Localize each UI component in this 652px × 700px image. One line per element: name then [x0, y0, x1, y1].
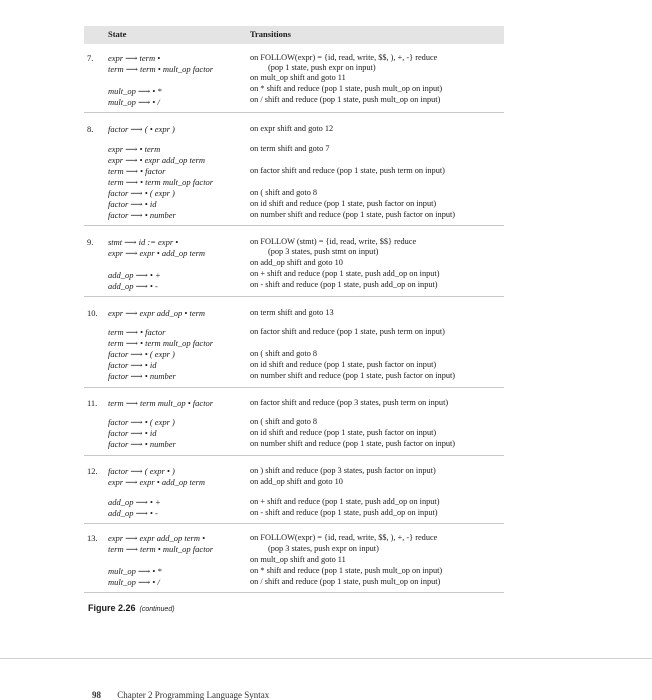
item-line: factor ⟶ • ( expr ) [108, 349, 175, 359]
transition-line: on factor shift and reduce (pop 1 state, push term on input) [250, 327, 445, 336]
table-header-bar [84, 26, 504, 44]
transition-line: on number shift and reduce (pop 1 state, push factor on input) [250, 371, 456, 380]
transition-line: on FOLLOW(expr) = {id, read, write, $$, ), +, -} reduce [250, 533, 438, 542]
transition-line: on factor shift and reduce (pop 3 states, push term on input) [250, 398, 449, 407]
table-bottom-rule [84, 592, 504, 593]
state-number: 7. [87, 53, 94, 63]
figure-label: Figure 2.26 [88, 603, 136, 613]
transition-line: on mult_op shift and goto 11 [250, 555, 346, 564]
transition-line: on term shift and goto 13 [250, 308, 334, 317]
item-line: factor ⟶ • number [108, 210, 176, 220]
transition-line: on * shift and reduce (pop 1 state, push mult_op on input) [250, 84, 443, 93]
row-divider [84, 455, 504, 456]
transition-line: on add_op shift and goto 10 [250, 477, 343, 486]
transition-line: on factor shift and reduce (pop 1 state, push term on input) [250, 166, 445, 175]
state-number: 12. [87, 466, 98, 476]
transition-line: on mult_op shift and goto 11 [250, 73, 346, 82]
item-line: expr ⟶ expr add_op • term [108, 308, 206, 318]
transition-line: (pop 1 state, push expr on input) [268, 63, 376, 72]
transition-line: on expr shift and goto 12 [250, 124, 334, 133]
item-line: add_op ⟶ • - [108, 281, 158, 291]
item-line: mult_op ⟶ • / [108, 97, 160, 107]
figure-continued: (continued) [139, 606, 175, 613]
item-line: mult_op ⟶ • * [108, 566, 162, 576]
transition-line: on * shift and reduce (pop 1 state, push mult_op on input) [250, 566, 443, 575]
transition-line: on / shift and reduce (pop 1 state, push mult_op on input) [250, 95, 441, 104]
page-number: 98 [92, 690, 101, 700]
item-line: expr ⟶ expr add_op term • [108, 533, 206, 543]
transition-line: on ( shift and goto 8 [250, 417, 318, 426]
transition-line: on ( shift and goto 8 [250, 349, 318, 358]
transition-line: on id shift and reduce (pop 1 state, push factor on input) [250, 360, 437, 369]
item-line: expr ⟶ term • [108, 53, 161, 63]
transition-line: on FOLLOW (stmt) = {id, read, write, $$} reduce [250, 237, 417, 246]
figure-caption [88, 603, 175, 613]
item-line: factor ⟶ • number [108, 371, 176, 381]
state-number: 10. [87, 308, 98, 318]
item-line: term ⟶ term • mult_op factor [108, 64, 214, 74]
state-number: 9. [87, 237, 94, 247]
item-line: term ⟶ • term mult_op factor [108, 177, 214, 187]
transition-line: on ) shift and reduce (pop 3 states, push factor on input) [250, 466, 436, 475]
item-line: factor ⟶ ( expr • ) [108, 466, 175, 476]
transition-line: on ( shift and goto 8 [250, 188, 318, 197]
item-line: factor ⟶ • ( expr ) [108, 417, 175, 427]
state-number: 8. [87, 124, 94, 134]
row-divider [84, 112, 504, 113]
item-line: term ⟶ • factor [108, 166, 166, 176]
item-line: factor ⟶ • number [108, 439, 176, 449]
row-divider [84, 225, 504, 226]
header-transitions: Transitions [250, 29, 291, 39]
item-line: factor ⟶ • ( expr ) [108, 188, 175, 198]
transition-line: (pop 3 states, push stmt on input) [268, 247, 379, 256]
page-footer [92, 690, 269, 700]
item-line: term ⟶ term • mult_op factor [108, 544, 214, 554]
page-divider [0, 658, 652, 659]
item-line: term ⟶ • term mult_op factor [108, 338, 214, 348]
transition-line: on FOLLOW(expr) = {id, read, write, $$, ), +, -} reduce [250, 53, 438, 62]
row-divider [84, 387, 504, 388]
item-line: expr ⟶ expr • add_op term [108, 248, 206, 258]
item-line: expr ⟶ • term [108, 144, 161, 154]
transition-line: on term shift and goto 7 [250, 144, 330, 153]
transition-line: on - shift and reduce (pop 1 state, push add_op on input) [250, 280, 438, 289]
item-line: factor ⟶ • id [108, 360, 157, 370]
row-divider [84, 523, 504, 524]
transition-line: on number shift and reduce (pop 1 state, push factor on input) [250, 210, 456, 219]
item-line: factor ⟶ • id [108, 428, 157, 438]
transition-line: on id shift and reduce (pop 1 state, push factor on input) [250, 199, 437, 208]
row-divider [84, 296, 504, 297]
state-number: 13. [87, 533, 98, 543]
transition-line: on / shift and reduce (pop 1 state, push mult_op on input) [250, 577, 441, 586]
transition-line: on - shift and reduce (pop 1 state, push add_op on input) [250, 508, 438, 517]
item-line: term ⟶ • factor [108, 327, 166, 337]
item-line: add_op ⟶ • + [108, 270, 161, 280]
item-line: add_op ⟶ • - [108, 508, 158, 518]
item-line: term ⟶ term mult_op • factor [108, 398, 214, 408]
item-line: add_op ⟶ • + [108, 497, 161, 507]
transition-line: on add_op shift and goto 10 [250, 258, 343, 267]
chapter-title: Chapter 2 Programming Language Syntax [117, 690, 270, 700]
item-line: stmt ⟶ id := expr • [108, 237, 179, 247]
header-state: State [108, 29, 127, 39]
transition-line: on id shift and reduce (pop 1 state, push factor on input) [250, 428, 437, 437]
item-line: expr ⟶ expr • add_op term [108, 477, 206, 487]
transition-line: on + shift and reduce (pop 1 state, push add_op on input) [250, 269, 440, 278]
item-line: mult_op ⟶ • * [108, 86, 162, 96]
transition-line: (pop 3 states, push expr on input) [268, 544, 379, 553]
state-number: 11. [87, 398, 98, 408]
item-line: expr ⟶ • expr add_op term [108, 155, 206, 165]
transition-line: on number shift and reduce (pop 1 state, push factor on input) [250, 439, 456, 448]
transition-line: on + shift and reduce (pop 1 state, push add_op on input) [250, 497, 440, 506]
item-line: factor ⟶ ( • expr ) [108, 124, 175, 134]
item-line: mult_op ⟶ • / [108, 577, 160, 587]
item-line: factor ⟶ • id [108, 199, 157, 209]
